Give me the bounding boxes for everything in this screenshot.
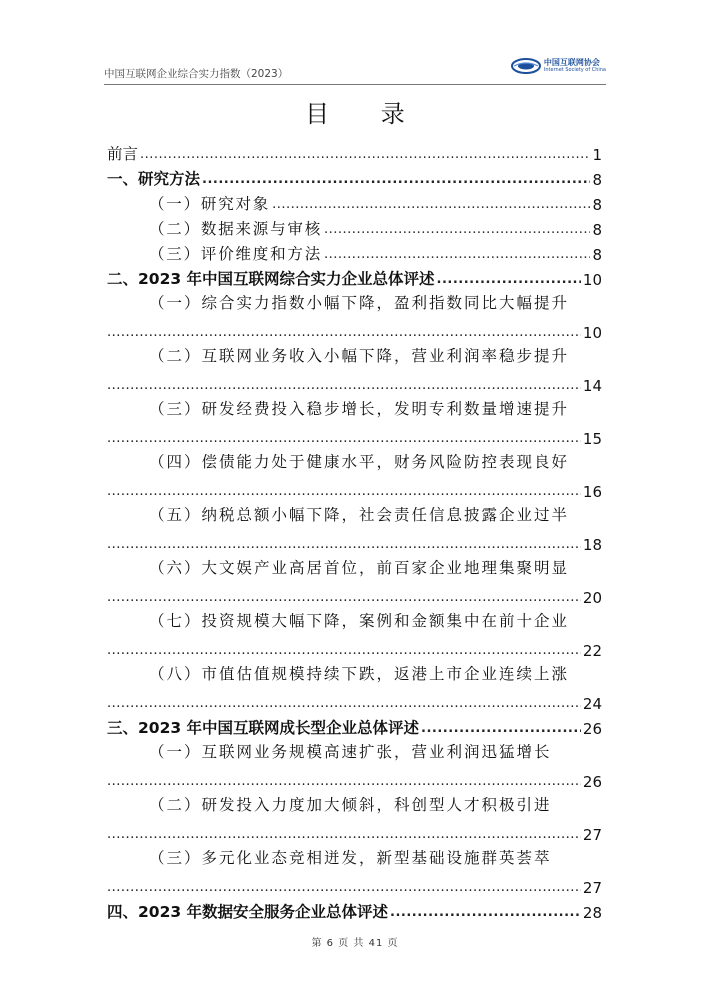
toc-entry-label: （二）互联网业务收入小幅下降，营业利润率稳步提升 [149,347,570,365]
toc-page-number: 27 [582,826,602,844]
page-footer: 第 6 页 共 41 页 [311,938,399,949]
leader-dots [107,591,581,607]
toc-entry-1-2[interactable] [107,214,602,239]
toc-page-number: 28 [582,904,602,922]
toc-entry-label: 四、2023 年数据安全服务企业总体评述 [107,903,389,921]
toc-entry-2-1[interactable] [107,289,602,342]
toc-entry-label: 前言 [107,145,139,163]
leader-dots [107,775,581,791]
toc-entry-label: （四）偿债能力处于健康水平，财务风险防控表现良好 [149,453,570,471]
toc-entry-2-7[interactable] [107,607,602,660]
toc-page-number: 8 [592,221,602,239]
toc-page-number: 1 [592,146,602,164]
toc-entry-label: （三）多元化业态竞相迸发，新型基础设施群英荟萃 [149,849,552,867]
toc-page-number: 10 [582,324,602,342]
toc-entry-2-6[interactable] [107,554,602,607]
toc-entry-label: （五）纳税总额小幅下降，社会责任信息披露企业过半 [149,506,570,524]
leader-dots [107,326,581,342]
toc-entry-label: 二、2023 年中国互联网综合实力企业总体评述 [107,270,435,288]
logo [511,58,606,74]
toc-entry-label: （三）研发经费投入稳步增长，发明专利数量增速提升 [149,400,570,418]
leader-dots [140,148,590,164]
toc-page-number: 26 [582,720,602,738]
toc-entry-2-3[interactable] [107,395,602,448]
leader-dots [272,198,590,214]
toc-heading: 目 录 [305,100,427,128]
leader-dots [202,173,590,189]
toc-page-number: 8 [592,171,602,189]
toc-entry-2-4[interactable] [107,448,602,501]
toc-entry-3-2[interactable] [107,791,602,844]
toc-entry-section-2[interactable] [107,264,602,289]
toc-page-number: 8 [592,196,602,214]
toc-entry-2-2[interactable] [107,342,602,395]
toc-entry-label: （七）投资规模大幅下降，案例和金额集中在前十企业 [149,612,570,630]
toc-entry-preface[interactable] [107,138,602,164]
toc-entry-3-3[interactable] [107,844,602,897]
toc-entry-2-8[interactable] [107,660,602,713]
toc-entry-label: 三、2023 年中国互联网成长型企业总体评述 [107,719,420,737]
toc-entry-label: 一、研究方法 [107,170,201,188]
toc-entry-2-5[interactable] [107,501,602,554]
toc-entry-label: （八）市值估值规模持续下跌，返港上市企业连续上涨 [149,665,570,683]
leader-dots [107,538,581,554]
table-of-contents [107,138,602,922]
toc-entry-label: （一）研究对象 [149,195,271,213]
logo-chinese-name: 中国互联网协会 [543,58,600,67]
toc-entry-label: （二）研发投入力度加大倾斜，科创型人才积极引进 [149,796,552,814]
toc-page-number: 8 [592,246,602,264]
leader-dots [324,248,590,264]
logo-english-name: Internet Society of China [543,67,606,73]
leader-dots [107,881,581,897]
toc-page-number: 15 [582,430,602,448]
toc-entry-1-3[interactable] [107,239,602,264]
toc-entry-3-1[interactable] [107,738,602,791]
leader-dots [390,906,581,922]
toc-page-number: 27 [582,879,602,897]
toc-entry-label: （六）大文娱产业高居首位，前百家企业地理集聚明显 [149,559,570,577]
toc-entry-label: （三）评价维度和方法 [149,245,323,263]
isc-logo-icon [511,58,541,74]
toc-entry-section-3[interactable] [107,713,602,738]
toc-page-number: 22 [582,642,602,660]
leader-dots [107,644,581,660]
toc-entry-label: （一）综合实力指数小幅下降，盈利指数同比大幅提升 [149,294,570,312]
toc-page-number: 24 [582,695,602,713]
leader-dots [421,722,581,738]
toc-page-number: 26 [582,773,602,791]
toc-page-number: 14 [582,377,602,395]
leader-dots [324,223,590,239]
toc-entry-1-1[interactable] [107,189,602,214]
toc-page-number: 20 [582,589,602,607]
toc-entry-label: （二）数据来源与审核 [149,220,323,238]
toc-page-number: 10 [582,271,602,289]
leader-dots [107,828,581,844]
leader-dots [107,379,581,395]
toc-page-number: 18 [582,536,602,554]
leader-dots [107,697,581,713]
toc-page-number: 16 [582,483,602,501]
leader-dots [107,432,581,448]
toc-entry-label: （一）互联网业务规模高速扩张，营业利润迅猛增长 [149,743,552,761]
toc-entry-section-1[interactable] [107,164,602,189]
toc-entry-section-4[interactable] [107,897,602,922]
document-title: 中国互联网企业综合实力指数（2023） [104,68,289,80]
page-header [104,52,606,85]
leader-dots [107,485,581,501]
leader-dots [437,273,581,289]
